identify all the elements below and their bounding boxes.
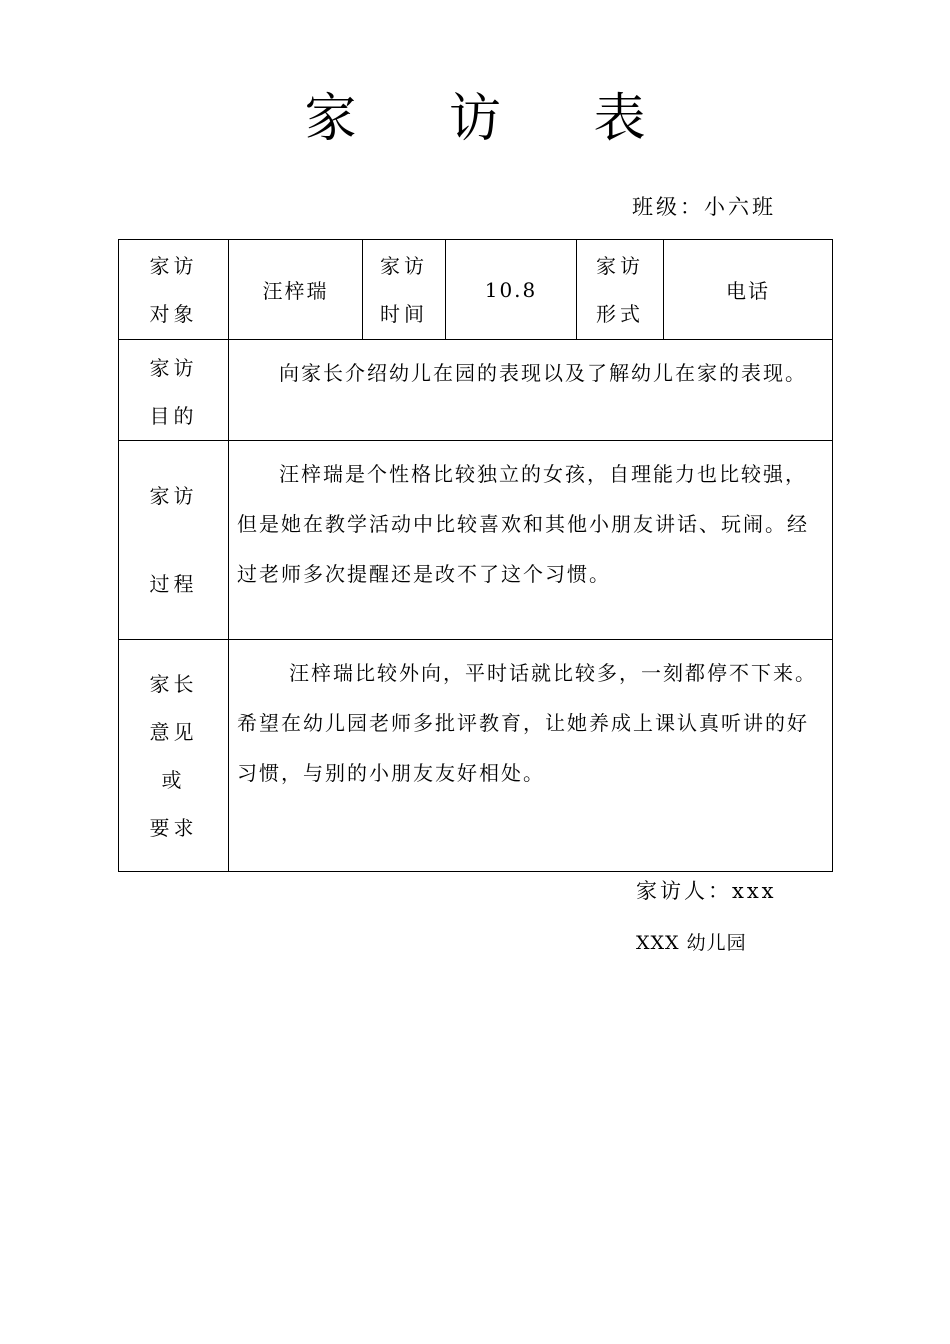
purpose-label-cell — [119, 340, 229, 441]
process-label-cell — [119, 441, 229, 640]
table-row — [119, 441, 833, 640]
process-label-line-1: 家访 — [149, 484, 198, 508]
table-row — [119, 340, 833, 441]
page-title: 家 访 表 — [304, 89, 684, 149]
school-name: XXX 幼儿园 — [636, 932, 747, 954]
purpose-label-line-2: 目的 — [149, 404, 198, 428]
purpose-text: 向家长介绍幼儿在园的表现以及了解幼儿在家的表现。 — [229, 340, 833, 441]
process-label-line-2: 过程 — [149, 572, 198, 596]
form-label-cell — [577, 240, 664, 340]
time-value: 10.8 — [446, 240, 577, 340]
opinion-label-line-3: 或 — [161, 767, 186, 792]
form-label-line-2: 形式 — [596, 301, 644, 326]
class-info: 班级：小六班 — [632, 195, 776, 219]
target-label-line-1: 家访 — [149, 253, 198, 278]
opinion-label-line-2: 意见 — [149, 719, 198, 744]
time-label-line-2: 时间 — [380, 301, 428, 326]
time-label-cell — [363, 240, 446, 340]
target-value: 汪梓瑞 — [229, 240, 363, 340]
purpose-label-line-1: 家访 — [149, 356, 198, 380]
opinion-label-line-1: 家长 — [149, 671, 198, 696]
target-label-cell — [119, 240, 229, 340]
opinion-label-cell — [119, 640, 229, 872]
opinion-label-line-4: 要求 — [149, 815, 198, 840]
table-row — [119, 640, 833, 872]
visitor-signature: 家访人：xxx — [636, 879, 777, 903]
process-text: 汪梓瑞是个性格比较独立的女孩，自理能力也比较强，但是她在教学活动中比较喜欢和其他小朋友讲话、玩闹。经过老师多次提醒还是改不了这个习惯。 — [229, 441, 833, 640]
form-label-line-1: 家访 — [596, 253, 644, 278]
target-label-line-2: 对象 — [149, 301, 198, 326]
opinion-text: 汪梓瑞比较外向，平时话就比较多，一刻都停不下来。希望在幼儿园老师多批评教育，让她养成上课认真听讲的好习惯，与别的小朋友友好相处。 — [229, 640, 833, 872]
time-label-line-1: 家访 — [380, 253, 428, 278]
home-visit-table — [118, 239, 833, 872]
form-value: 电话 — [664, 240, 833, 340]
table-row — [119, 240, 833, 340]
